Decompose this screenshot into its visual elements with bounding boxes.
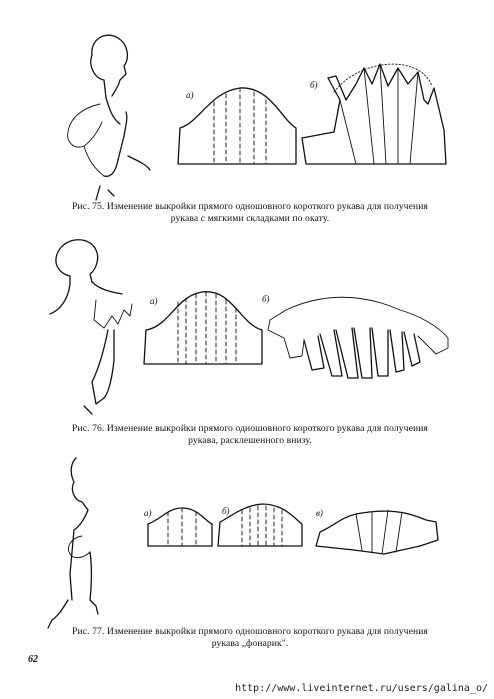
figure-75-pattern-a <box>178 88 296 164</box>
figure-77-illustration <box>0 450 494 650</box>
figure-75 <box>0 0 494 230</box>
figure-77-woman-sketch <box>48 458 98 628</box>
figure-76-woman-sketch <box>50 240 132 414</box>
figure-76-caption-line2: рукава, расклешенного внизу. <box>188 435 312 446</box>
figure-75-caption-line1: Рис. 75. Изменение выкройки прямого одношовного короткого рукава для получения <box>72 201 428 212</box>
page-number: 62 <box>28 654 38 665</box>
figure-76 <box>0 230 494 450</box>
figure-77-label-a: а) <box>144 508 152 518</box>
figure-75-illustration <box>0 0 494 230</box>
figure-77-caption-line1: Рис. 77. Изменение выкройки прямого одношовного короткого рукава для получения <box>72 626 428 637</box>
figure-75-label-b: б) <box>310 80 318 90</box>
figure-75-label-a: а) <box>186 90 194 100</box>
figure-77-pattern-b <box>218 504 302 546</box>
figure-75-pattern-b <box>302 64 446 164</box>
figure-76-label-a: а) <box>150 296 158 306</box>
figure-76-pattern-b <box>268 297 448 378</box>
figure-75-caption-line2: рукава с мягкими складками по окату. <box>170 213 330 224</box>
figure-76-label-b: б) <box>262 294 270 304</box>
figure-76-pattern-a <box>144 292 262 364</box>
figure-77-pattern-a <box>148 508 212 546</box>
figure-77-label-b: б) <box>222 506 230 516</box>
figure-76-caption-line1: Рис. 76. Изменение выкройки прямого одношовного короткого рукава для получения <box>72 423 428 434</box>
figure-77-label-c: в) <box>316 508 323 518</box>
figure-77-pattern-c <box>316 510 438 554</box>
figure-75-woman-sketch <box>68 35 150 200</box>
source-watermark-url: http://www.liveinternet.ru/users/galina_o/ <box>235 683 488 694</box>
figure-76-illustration <box>0 230 494 450</box>
figure-77 <box>0 450 494 650</box>
figure-77-caption-line2: рукава „фонарик". <box>211 638 289 649</box>
